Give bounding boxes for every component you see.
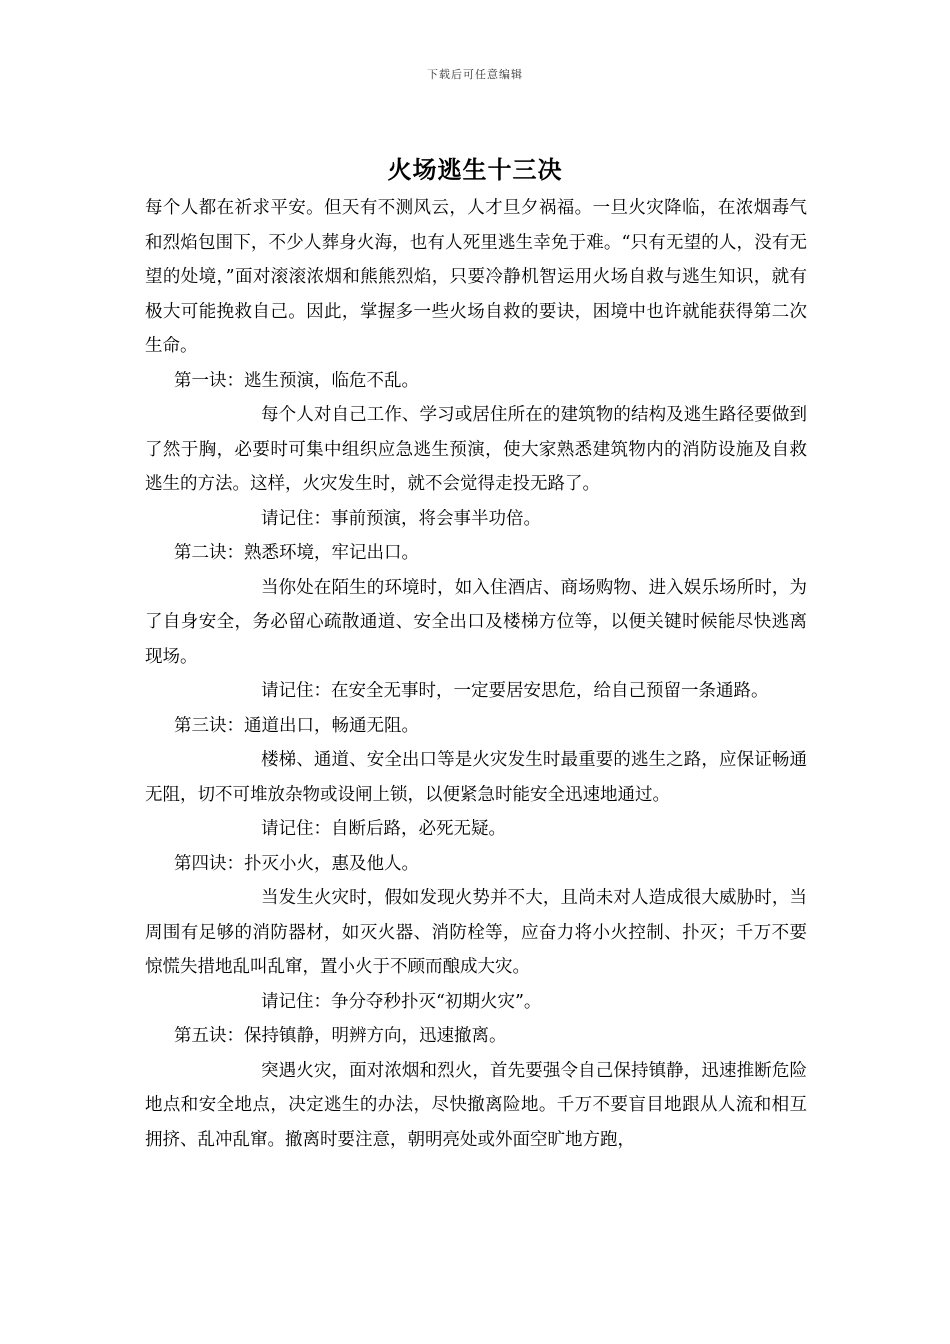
rule-note-3: 请记住：自断后路，必死无疑。	[261, 819, 506, 839]
rule-note-2: 请记住：在安全无事时，一定要居安思危，给自己预留一条通路。	[261, 681, 769, 701]
rule-body-2: 当你处在陌生的环境时，如入住酒店、商场购物、进入娱乐场所时，为了自身安全，务必留心疏散通道、安全出口及楼梯方位等，以便关键时候能尽快逃离现场。	[145, 577, 807, 667]
intro-paragraph: 每个人都在祈求平安。但天有不测风云，人才旦夕祸福。一旦火灾降临，在浓烟毒气和烈焰包围下，不少人葬身火海，也有人死里逃生幸免于难。“只有无望的人，没有无望的处境，”面对滚滚浓烟和熊熊烈焰，只要冷静机智运用火场自救与逃生知识，就有极大可能挽救自己。因此，掌握多一些火场自救的要诀，困境中也许就能获得第二次生命。	[145, 198, 807, 356]
rule-heading-1: 第一诀：逃生预演，临危不乱。	[174, 370, 419, 391]
rule-heading-2: 第二诀：熟悉环境，牢记出口。	[174, 543, 419, 563]
rule-body-3: 楼梯、通道、安全出口等是火灾发生时最重要的逃生之路，应保证畅通无阻，切不可堆放杂物或设闸上锁，以便紧急时能安全迅速地通过。	[145, 750, 807, 805]
rule-heading-4: 第四诀：扑灭小火，惠及他人。	[174, 853, 419, 874]
rule-note-4: 请记住：争分夺秒扑灭“初期火灾”。	[261, 991, 542, 1012]
rule-heading-3: 第三诀：通道出口，畅通无阻。	[174, 715, 419, 736]
rule-heading-5: 第五诀：保持镇静，明辨方向，迅速撤离。	[174, 1026, 507, 1046]
document-body	[145, 191, 807, 1157]
rule-body-5: 突遇火灾，面对浓烟和烈火，首先要强令自己保持镇静，迅速推断危险地点和安全地点，决定逃生的办法，尽快撤离险地。千万不要盲目地跟从人流和相互拥挤、乱冲乱窜。撤离时要注意，朝明亮处或外面空旷地方跑，	[145, 1060, 807, 1150]
document-title: 火场逃生十三决	[387, 155, 563, 184]
rule-note-1: 请记住：事前预演，将会事半功倍。	[261, 508, 541, 529]
header-note: 下载后可任意编辑	[427, 68, 523, 81]
rule-body-4: 当发生火灾时，假如发现火势并不大，且尚未对人造成很大威胁时，当周围有足够的消防器材，如灭火器、消防栓等，应奋力将小火控制、扑灭；千万不要惊慌失措地乱叫乱窜，置小火于不顾而酿成大灾。	[145, 888, 807, 977]
rule-body-1: 每个人对自己工作、学习或居住所在的建筑物的结构及逃生路径要做到了然于胸，必要时可集中组织应急逃生预演，使大家熟悉建筑物内的消防设施及自救逃生的方法。这样，火灾发生时，就不会觉得走投无路了。	[145, 405, 807, 494]
